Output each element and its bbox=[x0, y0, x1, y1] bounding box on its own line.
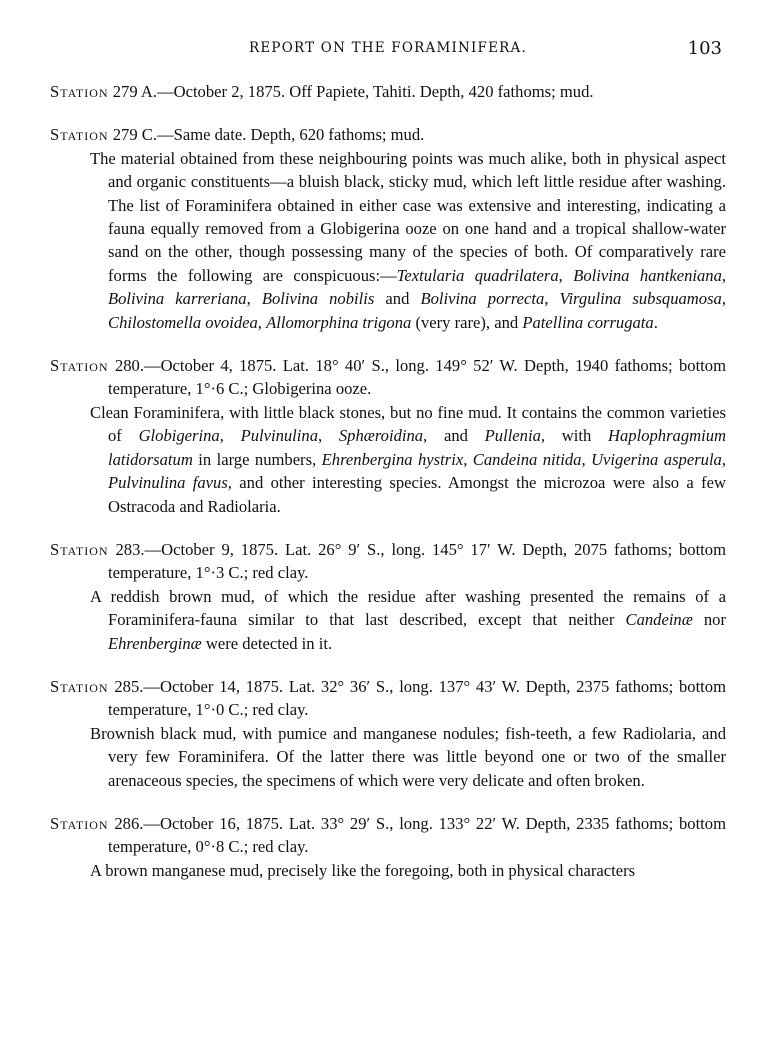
desc-text: , bbox=[544, 289, 560, 309]
station-heading bbox=[50, 675, 726, 722]
species-name: Virgulina subsquamosa bbox=[559, 289, 722, 309]
species-name: Bolivina hantkeniana bbox=[573, 265, 722, 285]
species-name: Ehrenbergina hystrix bbox=[321, 449, 464, 469]
species-name: Textularia quadrilatera bbox=[396, 265, 559, 285]
desc-text: were detected in it. bbox=[201, 633, 333, 653]
station-description bbox=[50, 147, 726, 334]
species-name: Pulvinulina favus bbox=[108, 473, 228, 493]
species-name: Globigerina bbox=[138, 426, 220, 446]
desc-text: , and other interesting species. Amongst the microzoa were also a few Ostracoda and Radiolaria. bbox=[108, 473, 726, 516]
station-entry bbox=[50, 675, 726, 792]
species-name: Uvigerina asperula bbox=[591, 449, 722, 469]
running-head bbox=[0, 40, 776, 64]
desc-text: A reddish brown mud, of which the residue after washing presented the remains of a Foraminifera-fauna similar to that last described, except that neither bbox=[90, 586, 726, 630]
species-name: Candeinæ bbox=[625, 610, 693, 630]
station-heading-text: 280.—October 4, 1875. Lat. 18° 40′ S., long. 149° 52′ W. Depth, 1940 fathoms; bottom temperature, 1°·6 C.; Globigerina ooze. bbox=[108, 356, 726, 399]
species-name: Bolivina porrecta bbox=[420, 289, 545, 309]
body-text bbox=[50, 80, 726, 902]
desc-text: in large numbers, bbox=[192, 449, 322, 469]
station-label: Station bbox=[50, 676, 109, 696]
page-number: 103 bbox=[687, 38, 722, 59]
species-name: Patellina corrugata bbox=[522, 312, 654, 332]
station-heading bbox=[50, 123, 726, 146]
station-heading bbox=[50, 354, 726, 401]
desc-text: , bbox=[721, 265, 727, 285]
species-name: Ehrenberginæ bbox=[108, 633, 202, 653]
station-heading bbox=[50, 80, 726, 103]
station-heading bbox=[50, 538, 726, 585]
station-heading-text: 279 C.—Same date. Depth, 620 fathoms; mud. bbox=[112, 125, 425, 145]
station-heading-text: 285.—October 14, 1875. Lat. 32° 36′ S., long. 137° 43′ W. Depth, 2375 fathoms; bottom temperature, 1°·0 C.; red clay. bbox=[108, 676, 726, 720]
species-name: Pulvinulina bbox=[240, 426, 318, 446]
station-heading-text: 286.—October 16, 1875. Lat. 33° 29′ S., long. 133° 22′ W. Depth, 2335 fathoms; bottom temperature, 0°·8 C.; red clay. bbox=[108, 813, 726, 857]
station-entry bbox=[50, 538, 726, 655]
desc-text: Clean Foraminifera, with little black stones, but no fine mud. It contains the common varieties of bbox=[90, 402, 726, 446]
desc-text: , and bbox=[423, 426, 485, 446]
station-entry bbox=[50, 123, 726, 334]
station-description bbox=[50, 859, 726, 882]
desc-text: , with bbox=[540, 426, 608, 446]
running-title: REPORT ON THE FORAMINIFERA. bbox=[249, 40, 527, 56]
desc-text: , bbox=[721, 289, 726, 309]
station-label: Station bbox=[50, 125, 109, 145]
station-label: Station bbox=[50, 356, 109, 376]
station-label: Station bbox=[50, 82, 109, 101]
desc-text: and bbox=[374, 289, 421, 309]
desc-text: . bbox=[653, 312, 658, 332]
desc-text: , bbox=[257, 312, 267, 332]
station-heading bbox=[50, 812, 726, 859]
desc-text: The material obtained from these neighbouring points was much alike, both in physical aspect and organic constituents—a bluish black, sticky mud, which left little residue after washing. The list of Foraminifera obtained in either case was extensive and interesting, indicating a fauna equally removed from a Globigerina ooze on one hand and a tropical shallow-water sand on the other, though possessing many of the species of both. Of comparatively rare forms the following are conspicuous:— bbox=[90, 148, 726, 285]
station-description bbox=[50, 401, 726, 518]
station-label: Station bbox=[50, 539, 109, 559]
species-name: Candeina nitida bbox=[472, 449, 582, 469]
desc-text: , bbox=[246, 289, 262, 309]
desc-text: Brownish black mud, with pumice and manganese nodules; fish-teeth, a few Radiolaria, and very few Foraminifera. Of the latter there was little beyond one or two of the smaller arenaceous species, the specimens of which were very delicate and often broken. bbox=[90, 723, 726, 790]
species-name: Bolivina nobilis bbox=[261, 289, 375, 309]
desc-text: , bbox=[581, 449, 592, 469]
station-heading-text: 283.—October 9, 1875. Lat. 26° 9′ S., long. 145° 17′ W. Depth, 2075 fathoms; bottom temperature, 1°·3 C.; red clay. bbox=[108, 539, 726, 583]
species-name: Allomorphina trigona bbox=[266, 312, 412, 332]
species-name: Pullenia bbox=[484, 426, 541, 446]
station-entry bbox=[50, 354, 726, 518]
species-name: Chilostomella ovoidea bbox=[108, 312, 258, 332]
desc-text: A brown manganese mud, precisely like the foregoing, both in physical characters bbox=[90, 860, 636, 880]
station-entry bbox=[50, 80, 726, 103]
species-name: Sphæroidina bbox=[338, 426, 424, 446]
desc-text: , bbox=[721, 449, 727, 469]
station-entry bbox=[50, 812, 726, 882]
station-description bbox=[50, 585, 726, 655]
desc-text: , bbox=[463, 449, 473, 469]
desc-text: nor bbox=[692, 610, 726, 630]
desc-text: , bbox=[558, 265, 574, 285]
station-heading-text: 279 A.—October 2, 1875. Off Papiete, Tahiti. Depth, 420 fathoms; mud. bbox=[112, 82, 594, 101]
desc-text: (very rare), and bbox=[411, 312, 523, 332]
station-label: Station bbox=[50, 813, 109, 833]
station-description bbox=[50, 722, 726, 792]
desc-text: , bbox=[318, 426, 339, 446]
desc-text: , bbox=[219, 426, 241, 446]
species-name: Bolivina karreriana bbox=[108, 289, 247, 309]
species-name: Haplophragmium latidorsatum bbox=[108, 426, 727, 469]
